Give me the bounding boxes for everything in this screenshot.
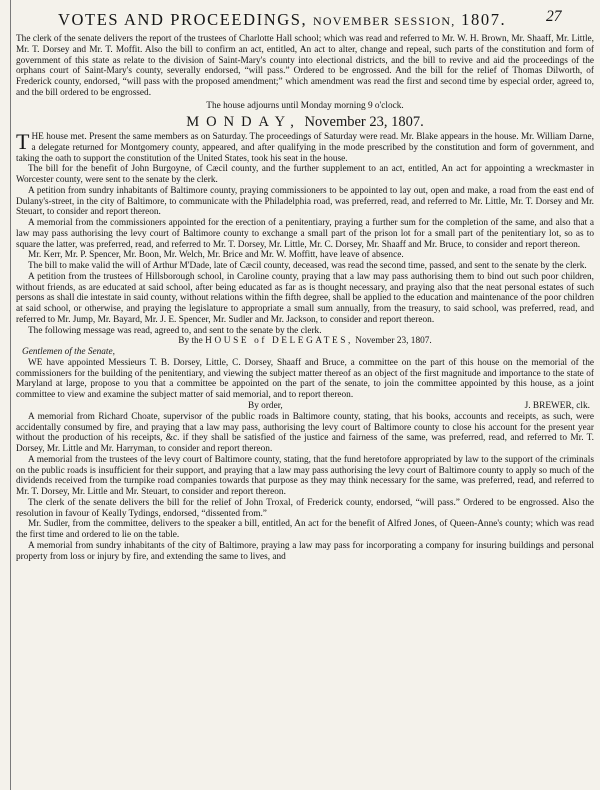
running-title-session: NOVEMBER SESSION,: [313, 14, 456, 28]
paragraph-house-met: [16, 129, 594, 164]
paragraph-charlotte-hall: The clerk of the senate delivers the report of the trustees of Charlotte Hall school; which was read and referred to Mr. W. H. Brown, Mr. Shaaff, Mr. Little, Mr. T. Dorsey and Mr. T. Moffit. Also the bill to confirm an act, entitled, An act to alter, change and repeal, such parts of the constitution and form of government of this state as relate to the division of Saint-Mary's county into electional districts, and the bill to revive and aid the proceedings of the orphans court of Saint-Mary's county, severally endorsed, “will pass.” Ordered to be engrossed. And the bill for the relief of Thomas Dilworth, of Frederick county, endorsed, “will pass with the proposed amendment;” which amendment was read the first and second time by especial order, agreed to, and the bill ordered to be engrossed.: [16, 34, 594, 98]
message-heading-date: November 23, 1807.: [355, 336, 432, 347]
message-heading-by: By the: [178, 336, 203, 347]
running-header: [0, 8, 600, 32]
clerk-signature: J. BREWER, clk.: [524, 400, 590, 411]
paragraph-message-body: WE have appointed Messieurs T. B. Dorsey, Little, C. Dorsey, Shaaff and Bruce, a committee on the part of this house on the memorial of the commissioners for the building of the penitentiary, and viewing the subject matter thereof as an object of the first magnitude and importance to the state of Maryland at large, propose to you that a committee be appointed on the part of the senate, to join the committee appointed by this house, as a joint committee to view and examine the subject matter of said memorial, and to report thereon.: [16, 357, 594, 400]
page-number: 27: [546, 8, 562, 25]
paragraph-choate: A memorial from Richard Choate, supervisor of the public roads in Baltimore county, stating, that his books, accounts and receipts, as such, were accidentally consumed by fire, and praying that a law may pass, authorising the levy court of Baltimore county to close his account for the present year without the production of his receipts, &c. if they shall be satisfied of the justice and fairness of the same, was preferred, read, and referred to Mr. T. Dorsey, Mr. Little and Mr. Harryman, to consider and report thereon.: [16, 411, 594, 454]
paragraph-penitentiary-memorial: A memorial from the commissioners appointed for the erection of a penitentiary, praying a further sum for the completion of the same, and also that a law may pass authorising the levy court of Baltimore county to exchange a small part of the prison lot for a small part of the penitentiary lot, so as to square the latter, was preferred, read, and referred to Mr. T. Dorsey, Mr. Little, Mr. C. Dorsey, Mr. Shaaff and Mr. Bruce, to consider and report thereon.: [16, 218, 594, 250]
running-title-year: 1807.: [461, 10, 507, 29]
order-signature-line: [16, 401, 594, 412]
message-heading: [16, 336, 594, 347]
paragraph-following-message: The following message was read, agreed to, and sent to the senate by the clerk.: [28, 325, 322, 336]
paragraph-mcdade: The bill to make valid the will of Arthur M'Dade, late of Cæcil county, deceased, was read the second time, passed, and sent to the senate by the clerk.: [28, 261, 587, 271]
page-edge-rule: [10, 0, 11, 790]
day-heading: [16, 114, 594, 131]
paragraph-troxal: The clerk of the senate delivers the bill for the relief of John Troxal, of Frederick county, endorsed, “will pass.” Ordered to be engrossed. Also the resolution in favour of Keally Tydings, endorsed, “dissented from.”: [16, 497, 594, 519]
paragraph-levy-court: A memorial from the trustees of the levy court of Baltimore county, stating, that the fund heretofore appropriated by law to the support of the criminals on the public roads is insufficient for their support, and praying that a law may pass authorising the levy court of Baltimore county to apply so much of the dividends received from the turnpike road companies towards that purpose as they may think necessary for the same, was preferred, read, and referred to Mr. T. Dorsey, Mr. Little and Mr. Steuart, to consider and report thereon.: [16, 454, 594, 497]
paragraph-petition-road: A petition from sundry inhabitants of Baltimore county, praying commissioners to be appointed to lay out, open and make, a road from the east end of Dulany's-street, in the city of Baltimore, to communicate with the Philadelphia road, was preferred, read, and referred to Mr. Little, Mr. T. Dorsey and Mr. Steuart, to consider and report thereon.: [16, 185, 594, 218]
paragraph-sudler: Mr. Sudler, from the committee, delivers to the speaker a bill, entitled, An act for the benefit of Alfred Jones, of Queen-Anne's county; which was read the first time and ordered to lie on the table.: [16, 519, 594, 540]
message-salutation: Gentlemen of the Senate,: [22, 347, 115, 357]
paragraph-house-met-text: HE house met. Present the same members as on Saturday. The proceedings of Saturday were read. Mr. Blake appears in the house. Mr. William Darne, a delegate returned for Montgomery county, appeared, and after qualifying in the mode prescribed by the constitution and form of government, and taking the oath to support the constitution of the United States, took his seat in the house.: [16, 132, 594, 164]
body-text: [16, 34, 594, 562]
paragraph-burgoyne: The bill for the benefit of John Burgoyne, of Cæcil county, and the further supplement to an act, entitled, An act for appointing a wreckmaster in Worcester county, were sent to the senate by the clerk.: [16, 164, 594, 185]
paragraph-hillsborough: A petition from the trustees of Hillsborough school, in Caroline county, praying that a law may pass authorising them to bind out such poor children, without friends, as are educated at said school, after being educated as far as is thought necessary, and praying also that the neat personal estates of such persons as shall die intestate in said county, without relations within the fifth degree, shall be applied to the education and maintenance of the poor children at said school, or otherwise, and praying the legislature to appropriate a small sum annually, from the treasury, to said school, was preferred, read, and referred to Mr. Jump, Mr. Bayard, Mr. J. E. Spencer, Mr. Sudler and Mr. Jackson, to consider and report thereon.: [16, 271, 594, 325]
running-title: [58, 10, 506, 30]
day-heading-word: MONDAY,: [186, 114, 301, 131]
paragraph-insurance: A memorial from sundry inhabitants of the city of Baltimore, praying a law may pass for incorporating a company for insuring buildings and personal property from loss or injury by fire, and extending the same to lives, and: [16, 540, 594, 562]
paragraph-leave-of-absence: Mr. Kerr, Mr. P. Spencer, Mr. Boon, Mr. Welch, Mr. Brice and Mr. W. Moffitt, have leave of absence.: [28, 250, 404, 261]
drop-cap: T: [16, 129, 30, 154]
day-heading-date: November 23, 1807.: [304, 114, 424, 131]
running-title-main: VOTES AND PROCEEDINGS,: [58, 10, 308, 29]
message-heading-house: HOUSE of DELEGATES,: [205, 336, 353, 347]
adjournment-notice: The house adjourns until Monday morning 9 o'clock.: [206, 100, 404, 111]
by-order: By order,: [248, 400, 283, 411]
